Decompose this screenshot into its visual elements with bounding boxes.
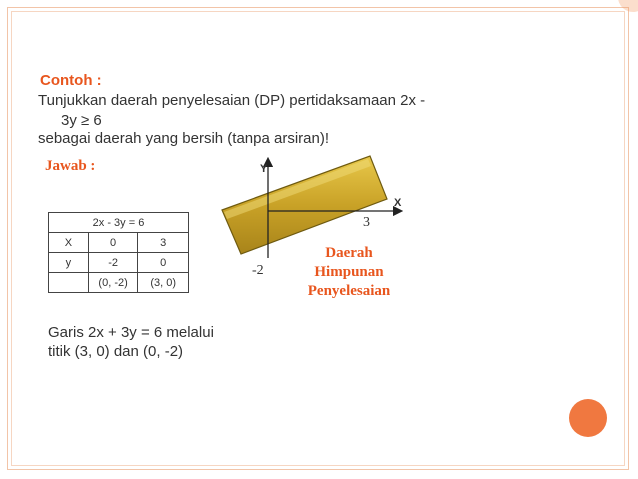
table-cell: 0 (88, 233, 138, 253)
decorative-circle (569, 399, 607, 437)
table-cell: -2 (88, 253, 138, 273)
table-cell: y (49, 253, 89, 273)
conclusion-line-2: titik (3, 0) dan (0, -2) (48, 343, 184, 360)
x-intercept-label: 3 (363, 215, 370, 230)
region-label-line: Penyelesaian (307, 283, 391, 299)
table-header: 2x - 3y = 6 (49, 213, 189, 233)
y-axis-label: Y (260, 163, 268, 175)
table-cell: X (49, 233, 89, 253)
y-intercept-label: -2 (252, 263, 264, 278)
region-label-line: Daerah (325, 245, 373, 261)
table-cell: (3, 0) (138, 273, 189, 293)
region-label-line: Himpunan (314, 264, 384, 280)
problem-line-1: Tunjukkan daerah penyelesaian (DP) pertidaksamaan 2x - (38, 92, 426, 109)
region-label (290, 244, 408, 301)
table-cell: (0, -2) (88, 273, 138, 293)
problem-line-3: sebagai daerah yang bersih (tanpa arsiran)! (38, 130, 330, 147)
conclusion-line-1: Garis 2x + 3y = 6 melalui (48, 324, 214, 341)
answer-label: Jawab : (45, 158, 96, 174)
table-cell: 0 (138, 253, 189, 273)
table-cell: 3 (138, 233, 189, 253)
x-axis-label: X (394, 197, 402, 209)
problem-line-2: 3y ≥ 6 (61, 112, 102, 129)
slide-heading: Contoh : (40, 72, 102, 89)
